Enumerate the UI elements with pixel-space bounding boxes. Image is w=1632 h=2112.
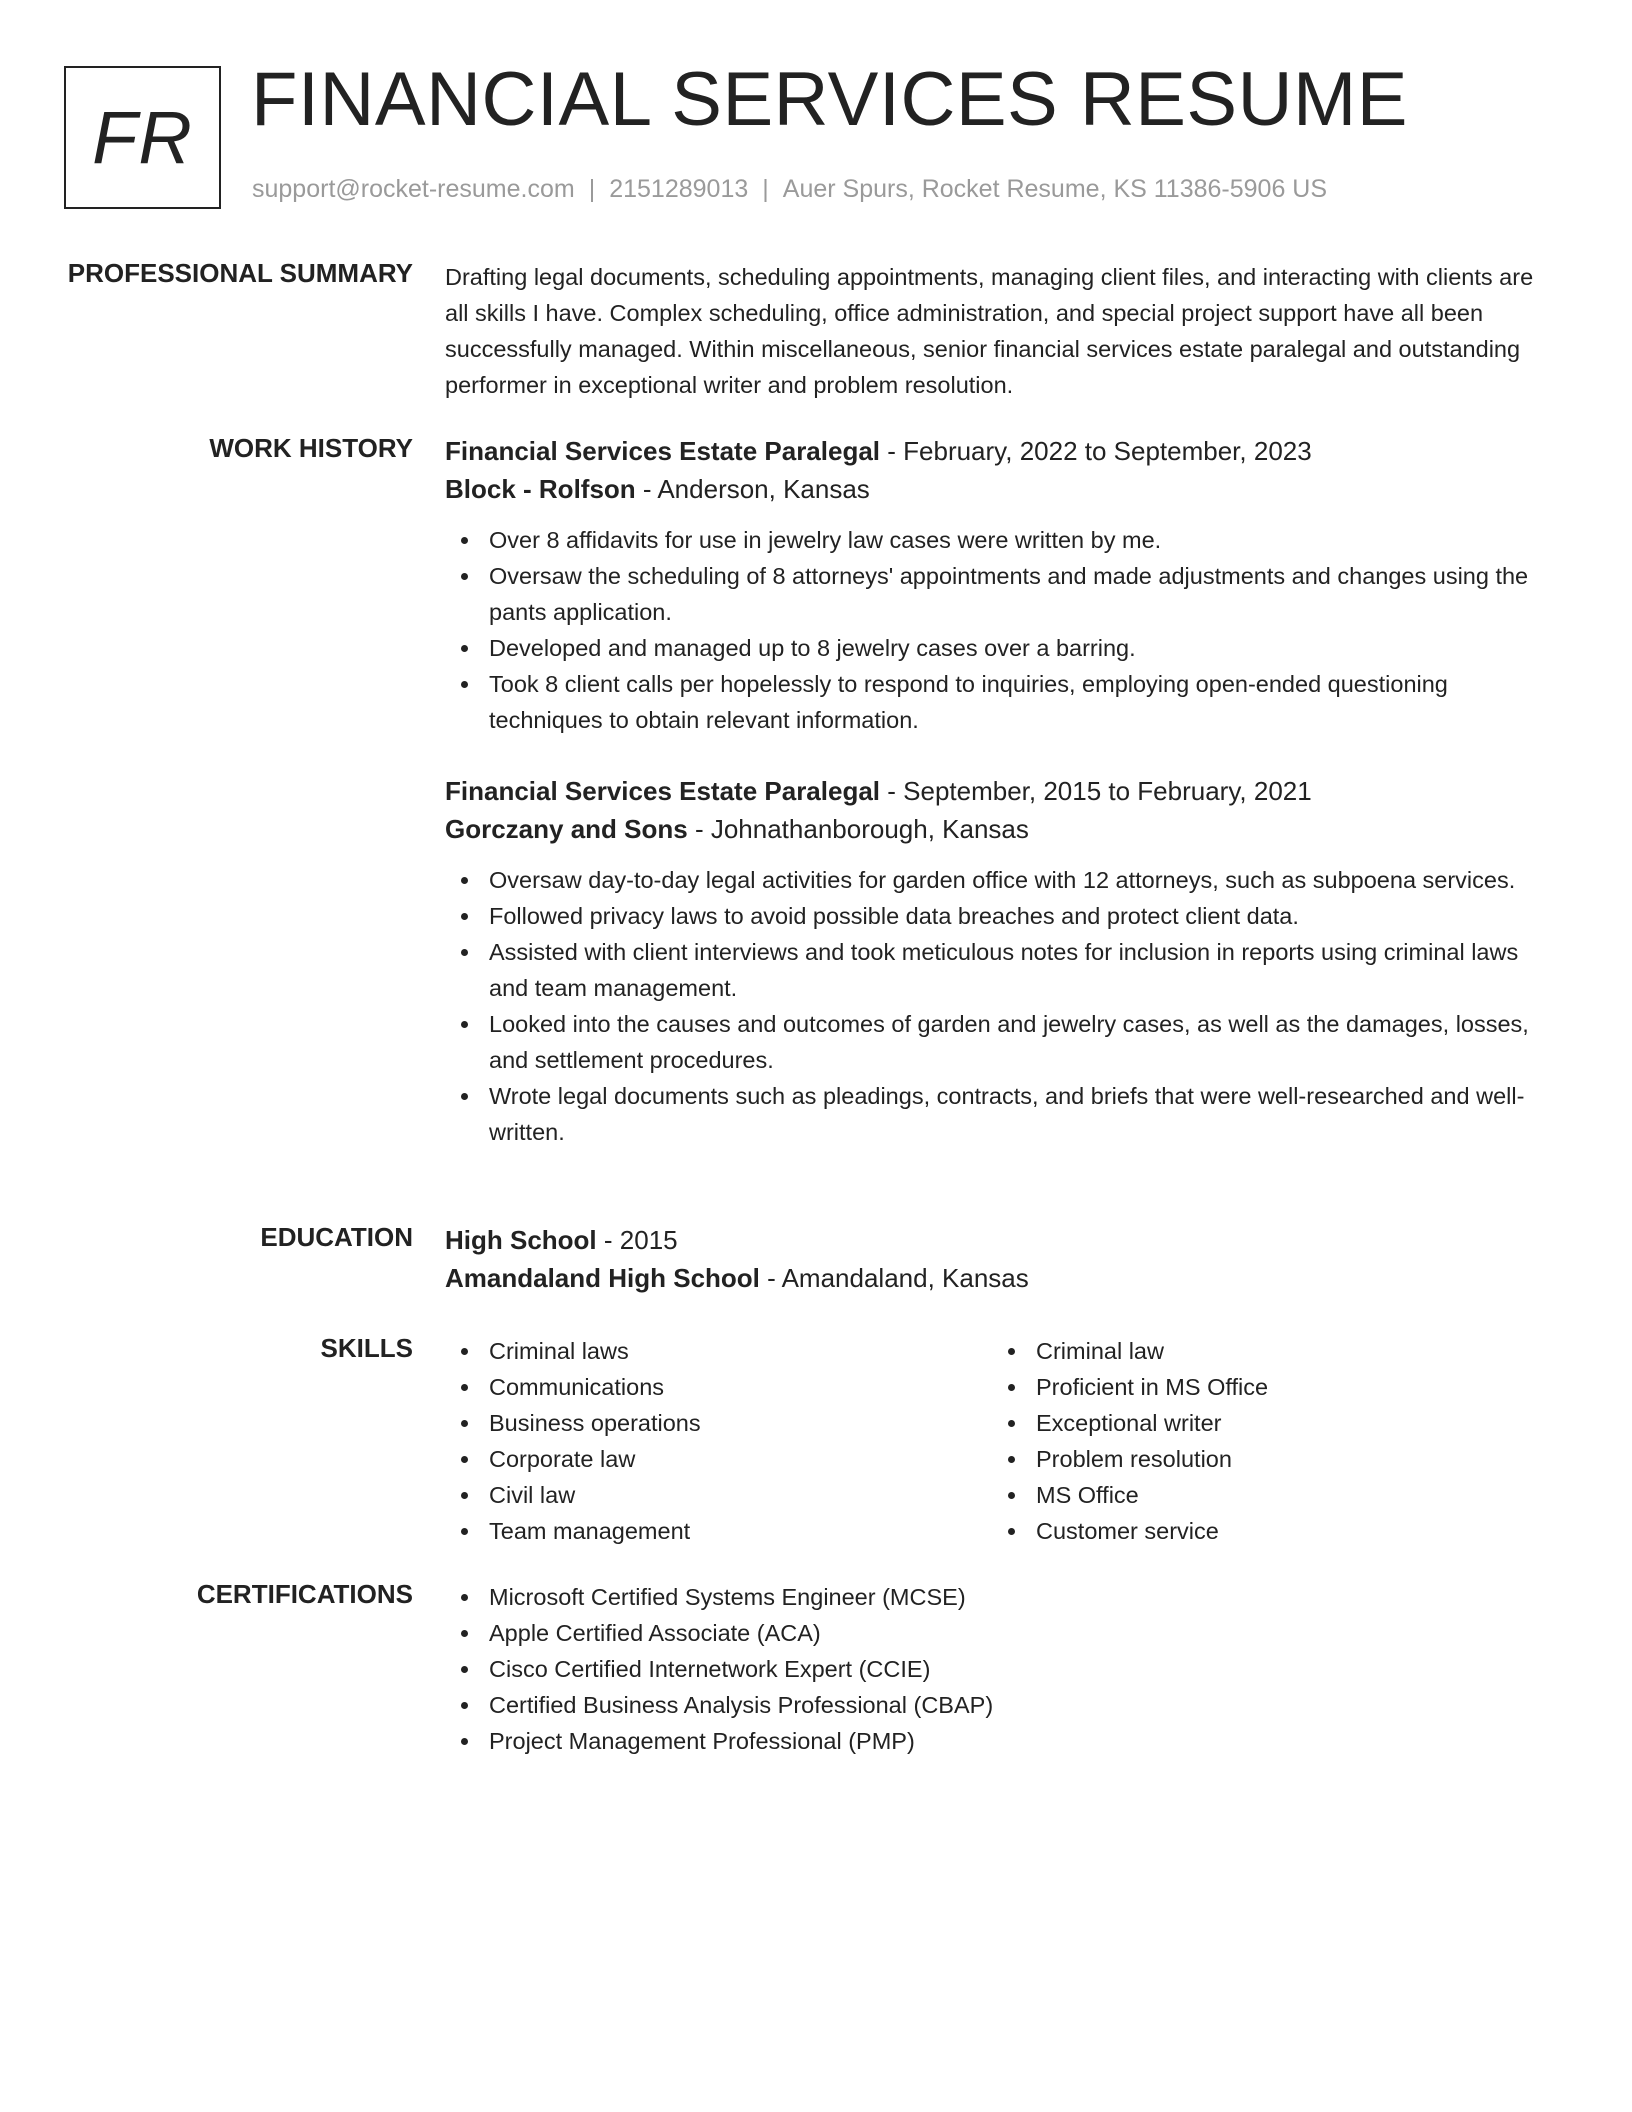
list-item: MS Office [992,1477,1539,1513]
contact-address: Auer Spurs, Rocket Resume, KS 11386-5906 US [782,175,1328,203]
contact-line [252,175,1327,204]
job-title-line [445,772,1560,810]
job-bullets [445,522,1560,738]
section-label-skills: SKILLS [320,1333,413,1363]
list-item: Problem resolution [992,1441,1539,1477]
list-item: Project Management Professional (PMP) [445,1723,1560,1759]
list-item: Certified Business Analysis Professional (CBAP) [445,1687,1560,1723]
list-item: Proficient in MS Office [992,1369,1539,1405]
summary-text: Drafting legal documents, scheduling appointments, managing client files, and interacting with clients are all skills I have. Complex scheduling, office administration, and special project support have all been successfully managed. Within miscellaneous, senior financial services estate paralegal and outstanding performer in exceptional writer and problem resolution. [445,264,1534,398]
contact-email: support@rocket-resume.com [252,175,575,203]
list-item: Wrote legal documents such as pleadings, contracts, and briefs that were well-researched and well-written. [445,1078,1560,1150]
education-degree-line [445,1221,1560,1259]
education-year: - 2015 [596,1225,678,1255]
job-location: - Johnathanborough, Kansas [687,814,1029,844]
list-item: Criminal law [992,1333,1539,1369]
list-item: Customer service [992,1513,1539,1549]
job-company: Block - Rolfson [445,474,636,504]
job-title: Financial Services Estate Paralegal [445,776,881,806]
list-item: Looked into the causes and outcomes of garden and jewelry cases, as well as the damages, losses, and settlement procedures. [445,1006,1560,1078]
education-school: Amandaland High School [445,1263,760,1293]
job-dates: - February, 2022 to September, 2023 [880,436,1312,466]
list-item: Civil law [445,1477,992,1513]
list-item: Corporate law [445,1441,992,1477]
list-item: Team management [445,1513,992,1549]
job-location: - Anderson, Kansas [635,474,870,504]
job-entry [445,772,1560,1150]
job-company: Gorczany and Sons [445,814,688,844]
section-label-certifications: CERTIFICATIONS [196,1579,413,1609]
list-item: Exceptional writer [992,1405,1539,1441]
job-title-line [445,432,1560,470]
job-title: Financial Services Estate Paralegal [445,436,881,466]
list-item: Took 8 client calls per hopelessly to respond to inquiries, employing open-ended questioning techniques to obtain relevant information. [445,666,1560,738]
list-item: Business operations [445,1405,992,1441]
job-entry [445,432,1560,738]
monogram-initials: FR [92,96,193,179]
skills-list-left [445,1333,992,1549]
list-item: Criminal laws [445,1333,992,1369]
list-item: Followed privacy laws to avoid possible data breaches and protect client data. [445,898,1560,934]
education-degree: High School [445,1225,597,1255]
list-item: Assisted with client interviews and took meticulous notes for inclusion in reports using criminal laws and team management. [445,934,1560,1006]
list-item: Communications [445,1369,992,1405]
skills-list-right [992,1333,1539,1549]
job-company-line [445,810,1560,848]
list-item: Developed and managed up to 8 jewelry cases over a barring. [445,630,1560,666]
job-dates: - September, 2015 to February, 2021 [880,776,1312,806]
certifications-list [445,1579,1560,1759]
contact-phone: 2151289013 [609,175,749,203]
contact-separator: | [762,175,769,203]
resume-title: FINANCIAL SERVICES RESUME [251,57,1408,142]
list-item: Oversaw day-to-day legal activities for garden office with 12 attorneys, such as subpoena services. [445,862,1560,898]
section-label-education: EDUCATION [260,1222,413,1252]
education-school-line [445,1259,1560,1297]
list-item: Apple Certified Associate (ACA) [445,1615,1560,1651]
list-item: Cisco Certified Internetwork Expert (CCIE) [445,1651,1560,1687]
job-company-line [445,470,1560,508]
monogram-box [64,66,221,209]
job-bullets [445,862,1560,1150]
education-location: - Amandaland, Kansas [759,1263,1029,1293]
section-label-work-history: WORK HISTORY [209,433,413,463]
list-item: Oversaw the scheduling of 8 attorneys' appointments and made adjustments and changes using the pants application. [445,558,1560,630]
section-label-summary: PROFESSIONAL SUMMARY [67,258,413,288]
contact-separator: | [588,175,596,203]
list-item: Over 8 affidavits for use in jewelry law cases were written by me. [445,522,1560,558]
list-item: Microsoft Certified Systems Engineer (MCSE) [445,1579,1560,1615]
